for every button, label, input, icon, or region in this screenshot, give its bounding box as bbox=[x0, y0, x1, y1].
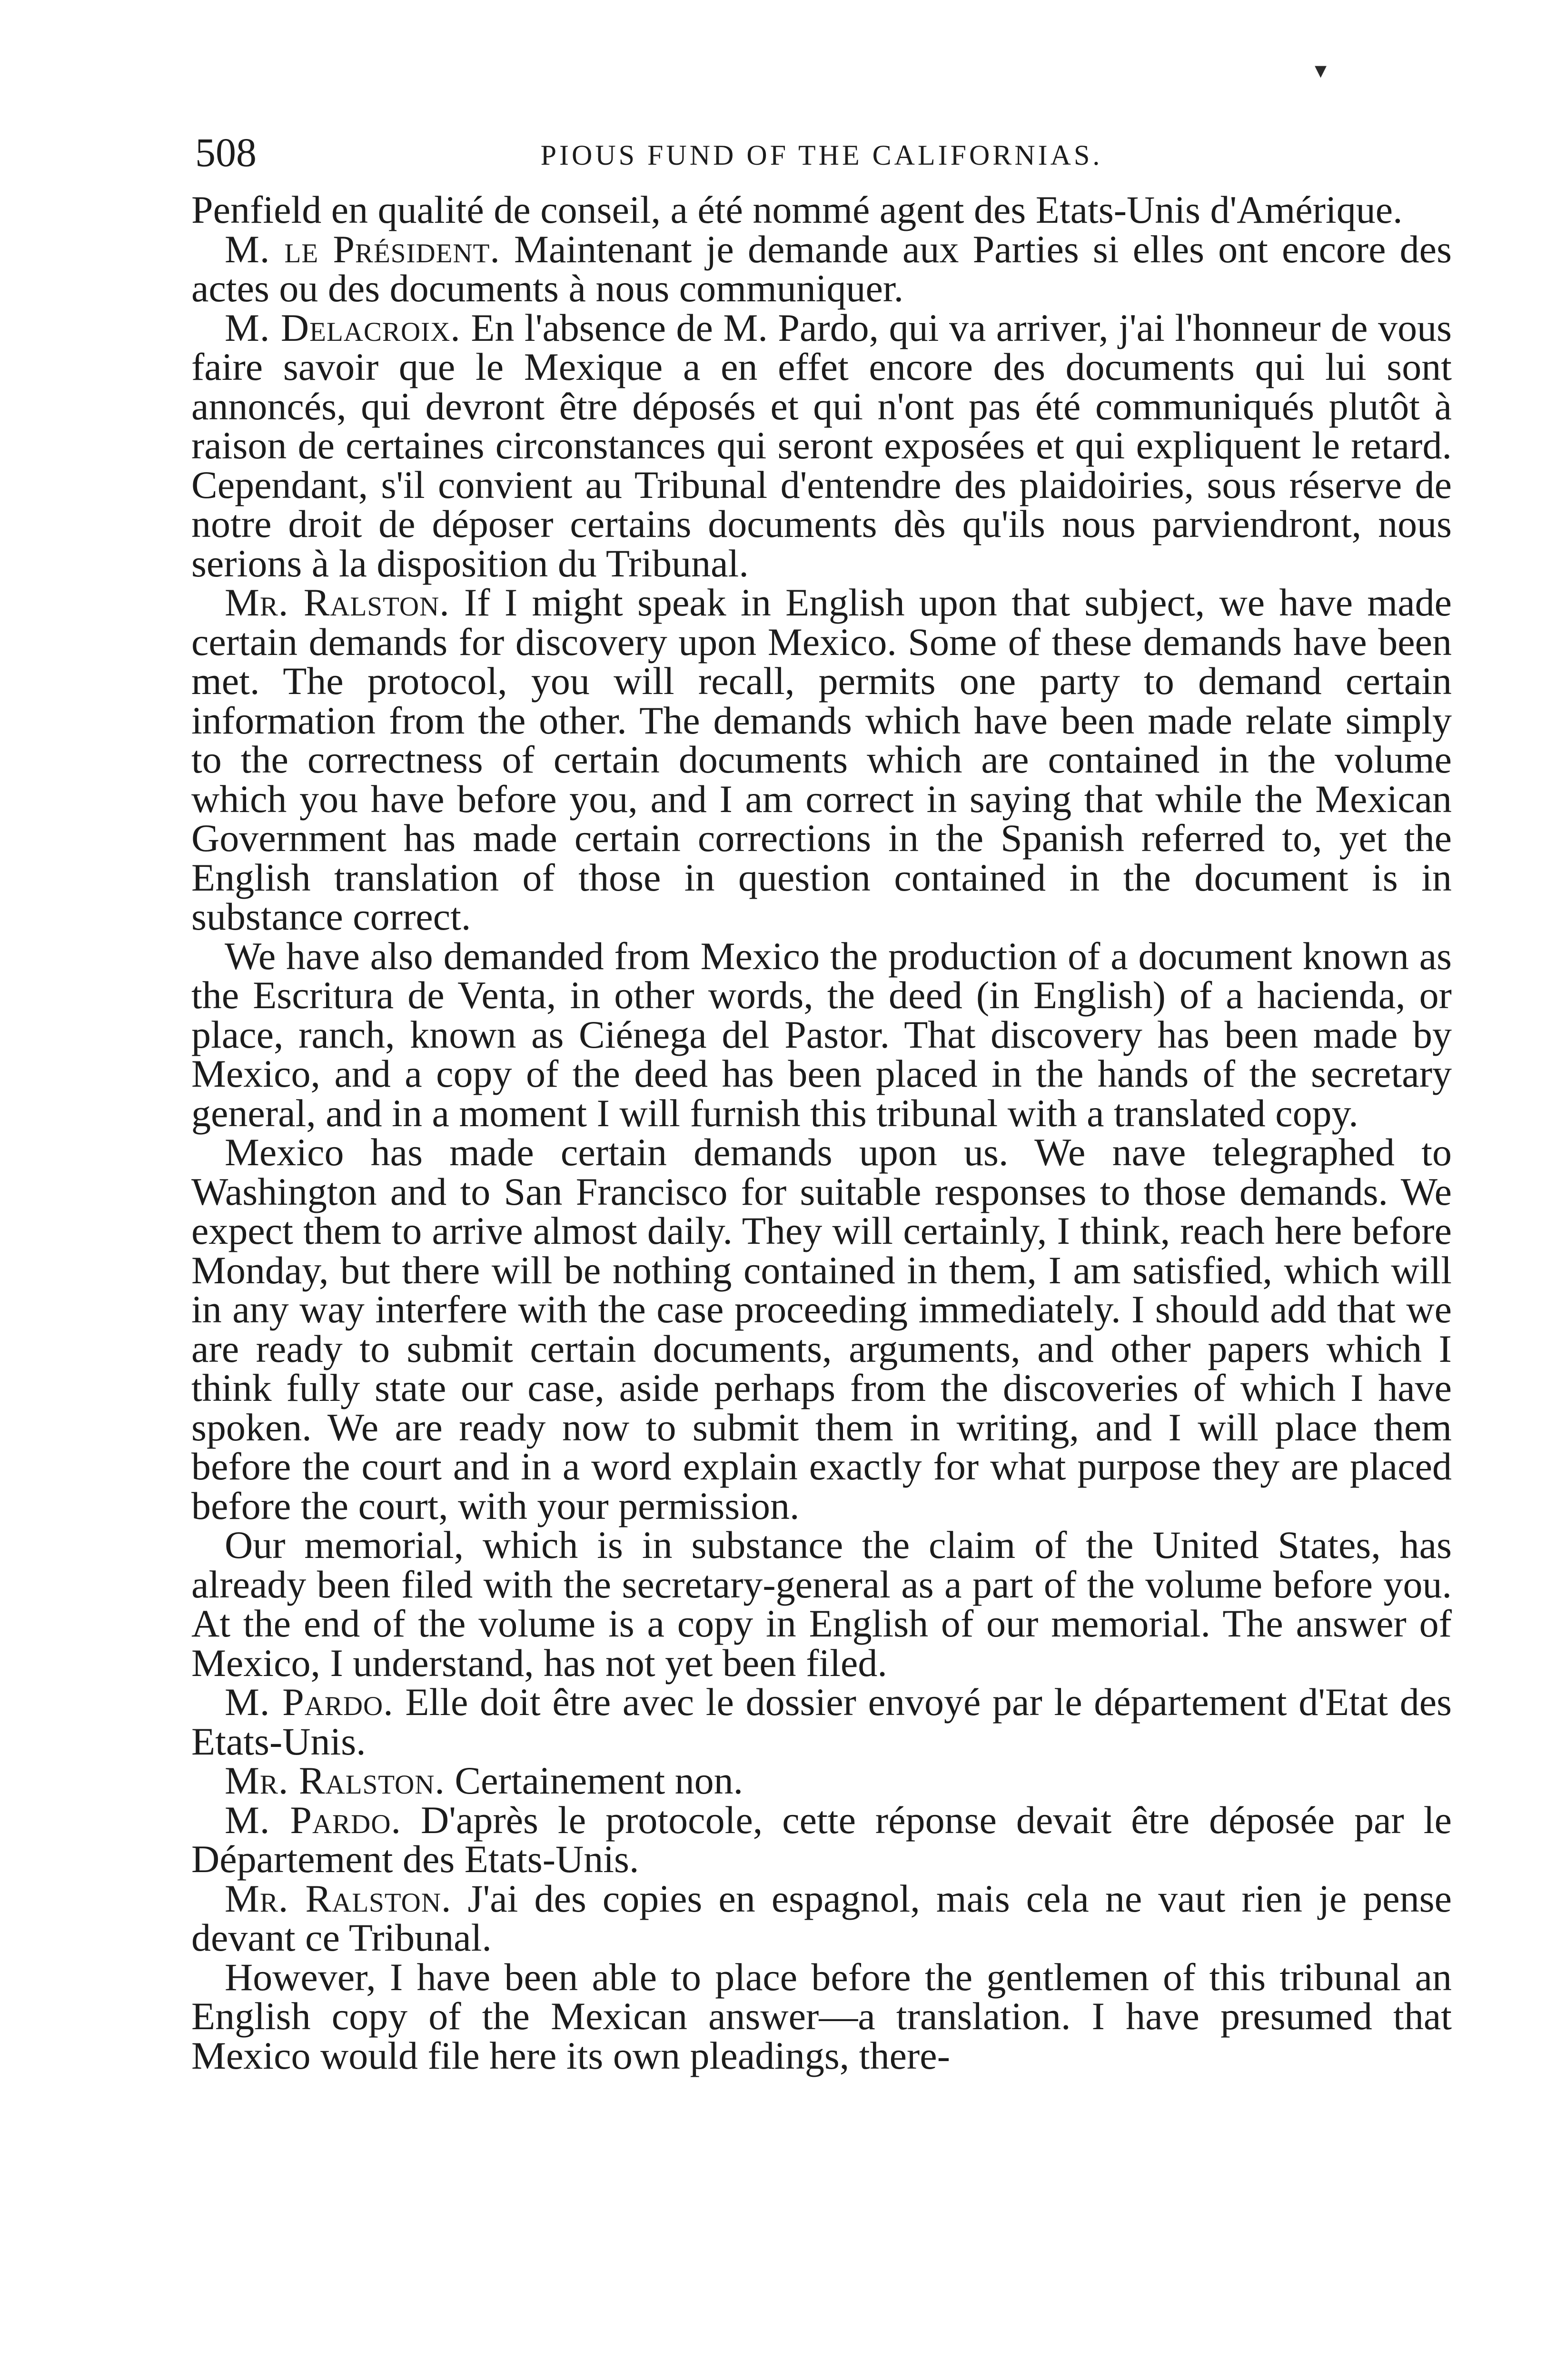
paragraph-continued bbox=[191, 190, 1452, 230]
speaker-label: Mr. Ralston. bbox=[225, 1876, 452, 1920]
paragraph bbox=[191, 1798, 1452, 1881]
paragraph-text: If I might speak in English upon that subject, we have made certain demands for discovery upon Mexico. Some of these demands have been met. The protocol, you will recall, permits one party to demand certain information from the other. The demands which have been made relate simply to the correctness of certain documents which are contained in the volume which you have before you, and I am correct in saying that while the Mexican Government has made certain corrections in the Spanish referred to, yet the English translation of those in question contained in the document is in substance correct. bbox=[191, 581, 1452, 938]
speaker-label: M. Delacroix. bbox=[225, 306, 461, 349]
paragraph-text: Elle doit être avec le dossier envoyé par le département d'Etat des Etats-Unis. bbox=[191, 1680, 1452, 1763]
paragraph bbox=[191, 1130, 1452, 1527]
paragraph-text: En l'absence de M. Pardo, qui va arriver, j'ai l'honneur de vous faire savoir que le Mexique a en effet encore des documents qui lui sont annoncés, qui devront être déposés et qui n'ont pas été communiqués plutôt à raison de certaines circonstances qui seront exposées et qui expliquent le retard. Cependant, s'il convient au Tribunal d'entendre des plaidoiries, sous réserve de notre droit de déposer certains documents dès qu'ils nous parviendront, nous serions à la disposition du Tribunal. bbox=[191, 306, 1452, 585]
paragraph-text: J'ai des copies en espagnol, mais cela ne vaut rien je pense devant ce Tribunal. bbox=[191, 1876, 1452, 1959]
paragraph bbox=[191, 1523, 1452, 1685]
speaker-label: M. Pardo. bbox=[225, 1798, 401, 1842]
paragraph bbox=[191, 227, 1452, 310]
speaker-label: M. Pardo. bbox=[225, 1680, 394, 1724]
paragraph-text: We have also demanded from Mexico the production of a document known as the Escritura de Venta, in other words, the deed (in English) of a hacienda, or place, ranch, known as Ciénega del Pastor. That discovery has been made by Mexico, and a copy of the deed has been placed in the hands of the secretary general, and in a moment I will furnish this tribunal with a translated copy. bbox=[191, 934, 1452, 1135]
paragraph bbox=[191, 1761, 1452, 1801]
paragraph-text: Mexico has made certain demands upon us. We nave telegraphed to Washington and to San Francisco for suitable responses to those demands. We expect them to arrive almost daily. They will certainly, I think, reach here before Monday, but there will be nothing contained in them, I am satisfied, which will in any way interfere with the case proceeding immediately. I should add that we are ready to submit certain documents, arguments, and other papers which I think fully state our case, aside perhaps from the discoveries of which I have spoken. We are ready now to submit them in writing, and I will place them before the court and in a word explain exactly for what purpose they are placed before the court, with your permission. bbox=[191, 1130, 1452, 1527]
paragraph bbox=[191, 1955, 1452, 2077]
paragraph-text: Maintenant je demande aux Parties si elles ont encore des actes ou des documents à nous communiquer. bbox=[191, 227, 1452, 310]
speaker-label: Mr. Ralston. bbox=[225, 581, 450, 624]
paragraph bbox=[191, 1680, 1452, 1763]
paragraph bbox=[191, 1876, 1452, 1959]
paragraph-text: Certainement non. bbox=[445, 1759, 743, 1802]
stray-ink-mark: ▾ bbox=[1315, 57, 1327, 83]
paragraph bbox=[191, 934, 1452, 1135]
speaker-label: Mr. Ralston. bbox=[225, 1759, 445, 1802]
paragraph-text: Our memorial, which is in substance the claim of the United States, has already been filed with the secretary-general as a part of the volume before you. At the end of the volume is a copy in English of our memorial. The answer of Mexico, I understand, has not yet been filed. bbox=[191, 1523, 1452, 1685]
speaker-label: M. le Président. bbox=[225, 227, 500, 271]
document-page bbox=[191, 129, 1452, 2075]
paragraph-text: Penfield en qualité de conseil, a été nommé agent des Etats-Unis d'Amérique. bbox=[191, 188, 1403, 231]
body-text bbox=[191, 190, 1452, 2075]
page-header bbox=[191, 129, 1452, 190]
paragraph bbox=[191, 583, 1452, 937]
paragraph-text: However, I have been able to place before the gentlemen of this tribunal an English copy of the Mexican answer—a translation. I have presumed that Mexico would file here its own pleadings, there- bbox=[191, 1955, 1452, 2077]
paragraph-text: D'après le protocole, cette réponse devait être déposée par le Département des Etats-Unis. bbox=[191, 1798, 1452, 1881]
running-head: PIOUS FUND OF THE CALIFORNIAS. bbox=[540, 139, 1103, 171]
page-number: 508 bbox=[195, 129, 257, 175]
paragraph bbox=[191, 308, 1452, 584]
